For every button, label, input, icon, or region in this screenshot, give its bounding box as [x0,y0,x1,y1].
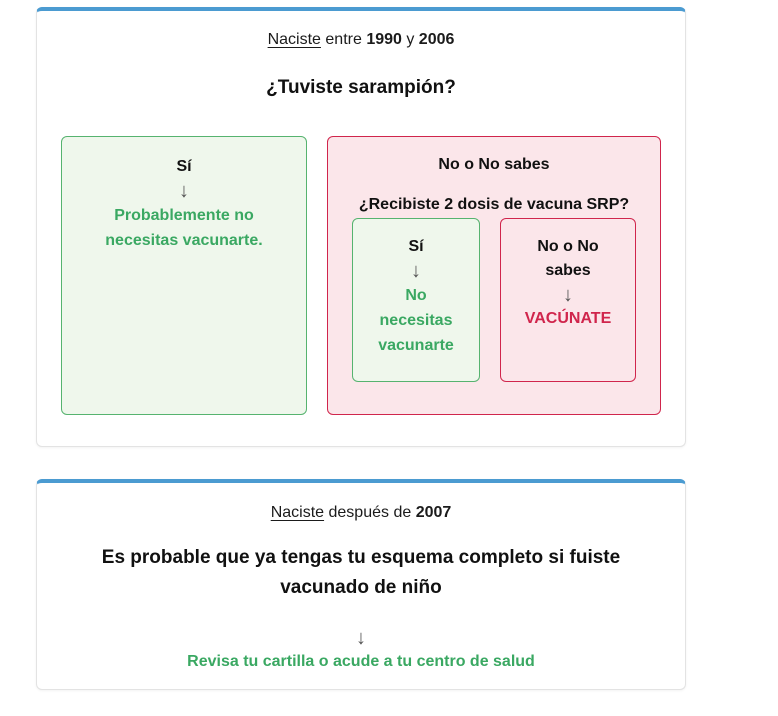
no-vaccine-box [500,218,636,382]
result-text [62,203,306,253]
year-end: 2006 [418,31,455,48]
yes-vaccine-box [352,218,480,382]
yes-label: Sí [176,158,192,175]
card-header [37,504,685,522]
vaccine-question: ¿Recibiste 2 dosis de vacuna SRP? [358,196,630,213]
down-arrow-icon: ↓ [356,627,366,649]
naciste-link[interactable]: Naciste [270,504,325,521]
result-text: Revisa tu cartilla o acude a tu centro de salud [187,653,535,670]
down-arrow-icon: ↓ [179,180,189,202]
no-label [501,235,635,283]
label-line: sabes [545,262,591,279]
down-arrow-icon: ↓ [563,284,573,306]
header-text: entre [320,31,367,48]
result-line: necesitas [379,312,453,329]
result-line: Probablemente no [114,207,254,224]
result-line: No [405,287,427,304]
measles-question: ¿Tuviste sarampión? [266,77,456,98]
yes-measles-box [61,136,307,415]
naciste-link[interactable]: Naciste [267,31,321,48]
statement-line: vacunado de niño [280,577,442,598]
year: 2007 [415,504,452,521]
year-start: 1990 [366,31,402,48]
no-measles-box [327,136,661,415]
yes-label: Sí [408,238,424,255]
card-born-after-2007 [36,479,686,690]
result-text [353,283,479,358]
result-line: necesitas vacunarte. [105,232,263,249]
header-text: después de [324,504,416,521]
label-line: No o No [537,238,599,255]
statement-line: Es probable que ya tengas tu esquema completo si fuiste [101,547,621,568]
down-arrow-icon: ↓ [411,260,421,282]
header-text: y [401,31,419,48]
no-label: No o No sabes [438,156,550,173]
result-line: vacunarte [378,337,454,354]
vaccinate-result: VACÚNATE [524,310,612,327]
statement [77,543,645,603]
card-header [37,31,685,49]
card-born-1990-2006 [36,7,686,447]
